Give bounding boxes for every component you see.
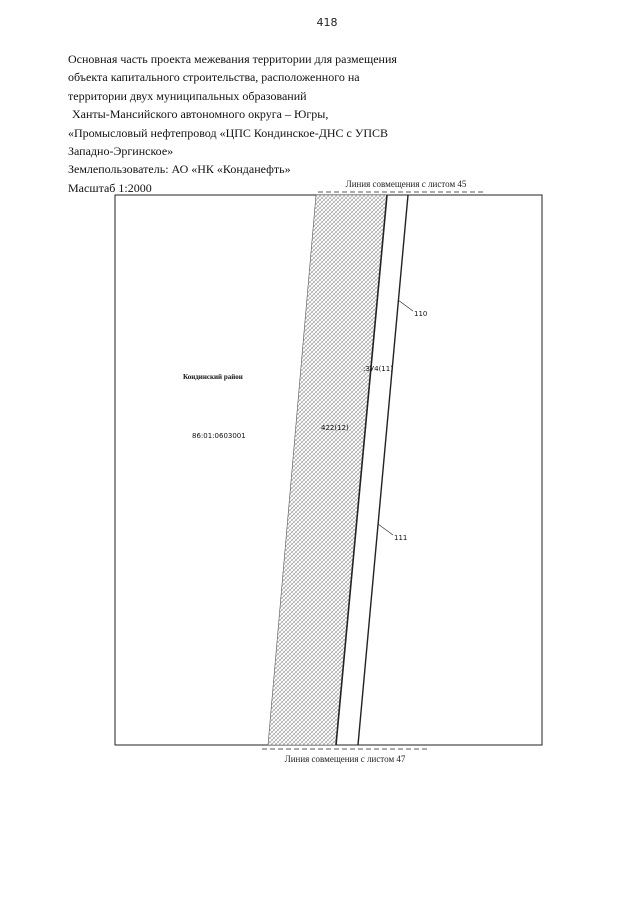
bottom-join-caption: Линия совмещения с листом 47 xyxy=(284,754,406,764)
parcel-label-zu4: :ЗУ4(11) xyxy=(363,365,393,373)
leader-111 xyxy=(378,524,393,535)
parcel-label-422: 422(12) xyxy=(321,424,349,432)
leader-110 xyxy=(398,300,413,311)
header-line: объекта капитального строительства, расположенного на xyxy=(68,70,360,85)
cadastral-quarter-label: 86:01:0603001 xyxy=(192,432,246,440)
header-line: территории двух муниципальных образований xyxy=(68,88,307,103)
header-line: Западно-Эргинское» xyxy=(68,144,174,159)
boundary-point-111: 111 xyxy=(394,534,408,542)
page-number: 418 xyxy=(316,16,338,29)
boundary-point-110: 110 xyxy=(414,310,428,318)
hatched-parcel-strip xyxy=(268,195,387,745)
header-line: Основная часть проекта межевания территории для размещения xyxy=(68,52,397,66)
header-line: Ханты-Мансийского автономного округа – Югры, xyxy=(72,107,329,122)
header-line: «Промысловый нефтепровод «ЦПС Кондинское-ДНС с УПСВ xyxy=(68,125,389,140)
land-user-line: Землепользователь: АО «НК «Конданефть» xyxy=(68,162,291,177)
district-label: Кондинский район xyxy=(183,373,243,381)
top-join-caption: Линия совмещения с листом 45 xyxy=(345,179,467,189)
scale-line: Масштаб 1:2000 xyxy=(68,180,152,195)
